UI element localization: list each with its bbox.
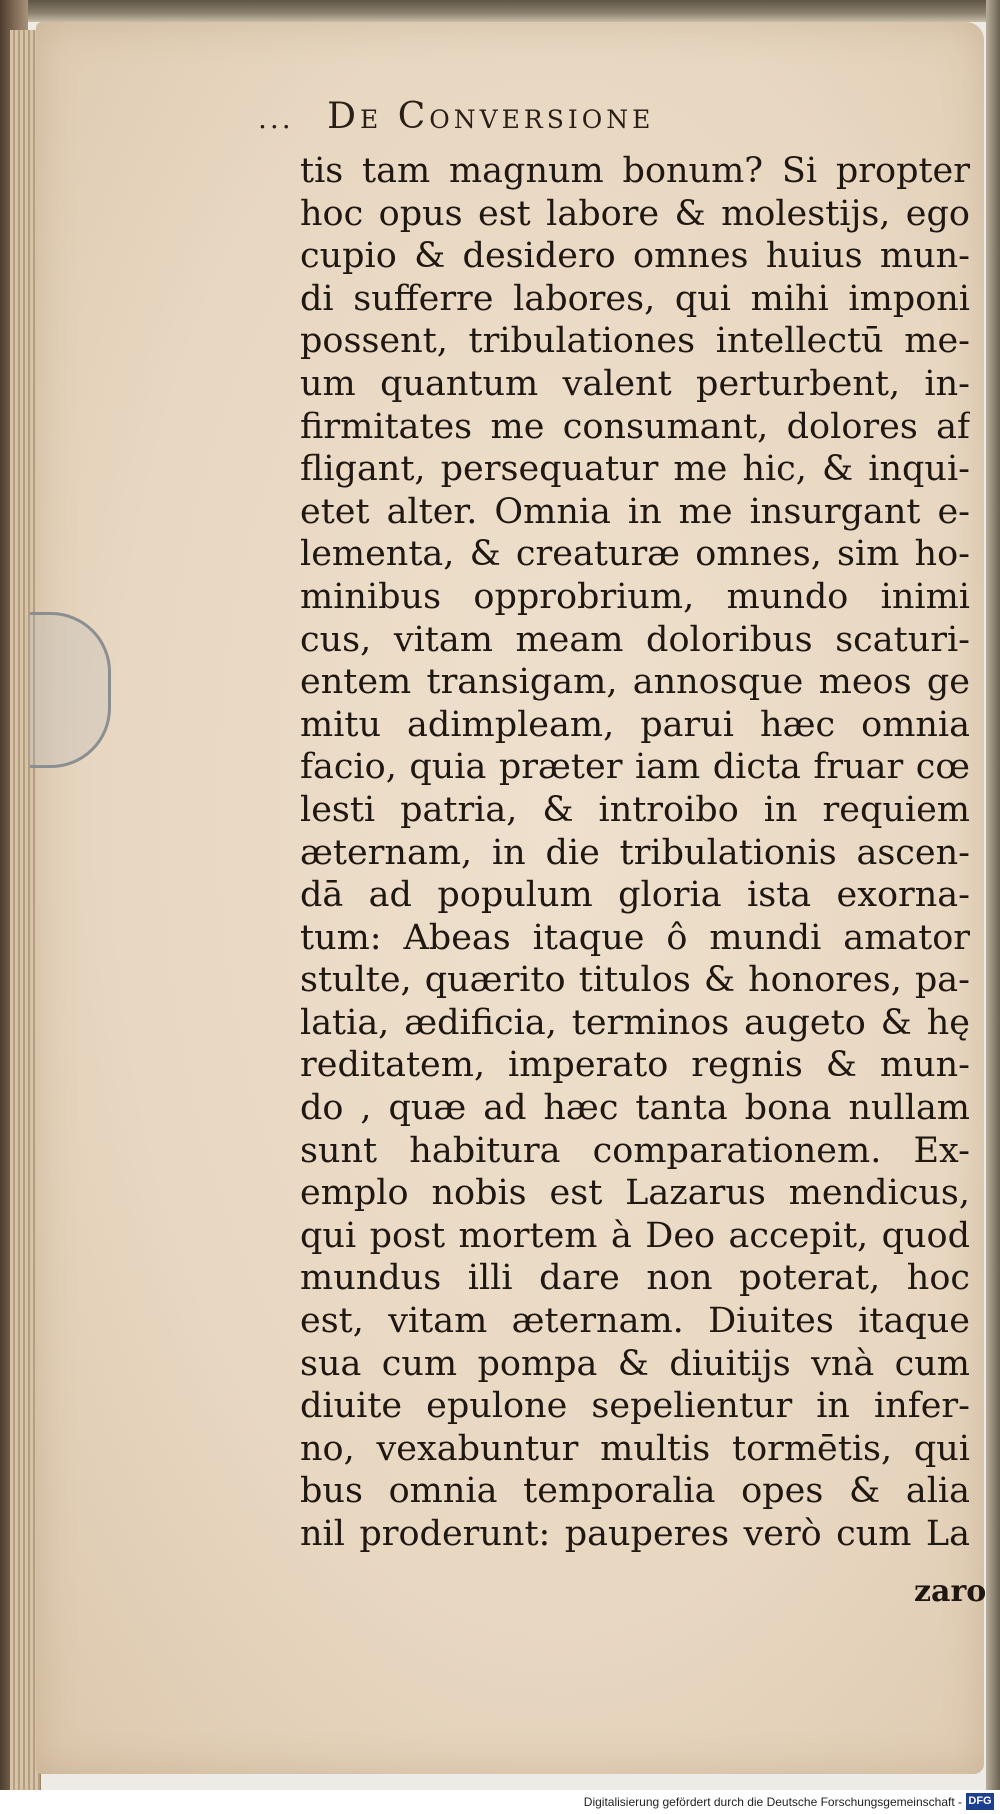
- text-line: no, vexabuntur multis tormētis, qui: [300, 1428, 970, 1469]
- text-line: mitu adimpleam, parui hæc omnia: [300, 704, 970, 745]
- dfg-logo-icon: DFG: [966, 1793, 994, 1810]
- text-line: stulte, quærito titulos & honores, pa-: [300, 960, 970, 1001]
- text-line: um quantum valent perturbent, in-: [300, 363, 970, 404]
- text-line: tum: Abeas itaque ô mundi amator: [300, 917, 970, 958]
- clasp-icon: [30, 612, 111, 768]
- text-line: est, vitam æternam. Diuites itaque: [300, 1301, 970, 1342]
- text-line: mundus illi dare non poterat, hoc: [300, 1258, 970, 1299]
- text-line: cus, vitam meam doloribus scaturi-: [300, 619, 970, 660]
- running-head-title: De Conversione: [327, 96, 655, 137]
- text-line: etet alter. Omnia in me insurgant e-: [300, 491, 970, 532]
- text-line: reditatem, imperato regnis & mun-: [300, 1045, 970, 1086]
- book-top-edge: [0, 0, 1000, 22]
- text-line: tis tam magnum bonum? Si propter: [300, 151, 970, 191]
- text-line: minibus opprobrium, mundo inimi: [300, 576, 970, 617]
- text-line: emplo nobis est Lazarus mendicus,: [300, 1173, 970, 1214]
- text-line: æternam, in die tribulationis ascen-: [300, 832, 970, 873]
- text-line: di sufferre labores, qui mihi imponi: [300, 278, 970, 319]
- digitization-credit: Digitalisierung gefördert durch die Deutsche Forschungsgemeinschaft -: [583, 1795, 962, 1809]
- running-head: [258, 96, 908, 137]
- text-line: qui post mortem à Deo accepit, quod: [300, 1215, 970, 1256]
- text-line: do , quæ ad hæc tanta bona nullam: [300, 1088, 970, 1129]
- text-line: bus omnia temporalia opes & alia: [300, 1471, 970, 1512]
- text-line: firmitates me consumant, dolores af: [300, 406, 970, 447]
- text-line: dā ad populum gloria ista exorna-: [300, 875, 970, 916]
- page-text-block: [300, 150, 990, 1556]
- text-line: cupio & desidero omnes huius mun-: [300, 236, 970, 277]
- text-line: possent, tribulationes intellectū me-: [300, 321, 970, 362]
- text-line: entem transigam, annosque meos ge: [300, 662, 970, 703]
- text-line: lementa, & creaturæ omnes, sim ho-: [300, 534, 970, 575]
- text-line: hoc opus est labore & molestijs, ego: [300, 193, 970, 234]
- text-line: nil proderunt: pauperes verò cum La: [300, 1514, 970, 1554]
- text-line: sua cum pompa & diuitijs vnà cum: [300, 1343, 970, 1384]
- text-line: sunt habitura comparationem. Ex-: [300, 1130, 970, 1171]
- text-line: facio, quia præter iam dicta fruar cœ: [300, 747, 970, 788]
- text-line: lesti patria, & introibo in requiem: [300, 789, 970, 830]
- text-line: latia, ædificia, terminos augeto & hę: [300, 1002, 970, 1043]
- running-head-dots: ...: [258, 102, 294, 135]
- text-line: fligant, persequatur me hic, & inqui-: [300, 449, 970, 490]
- text-line: diuite epulone sepelientur in infer-: [300, 1386, 970, 1427]
- catchword: zaro: [914, 1574, 987, 1609]
